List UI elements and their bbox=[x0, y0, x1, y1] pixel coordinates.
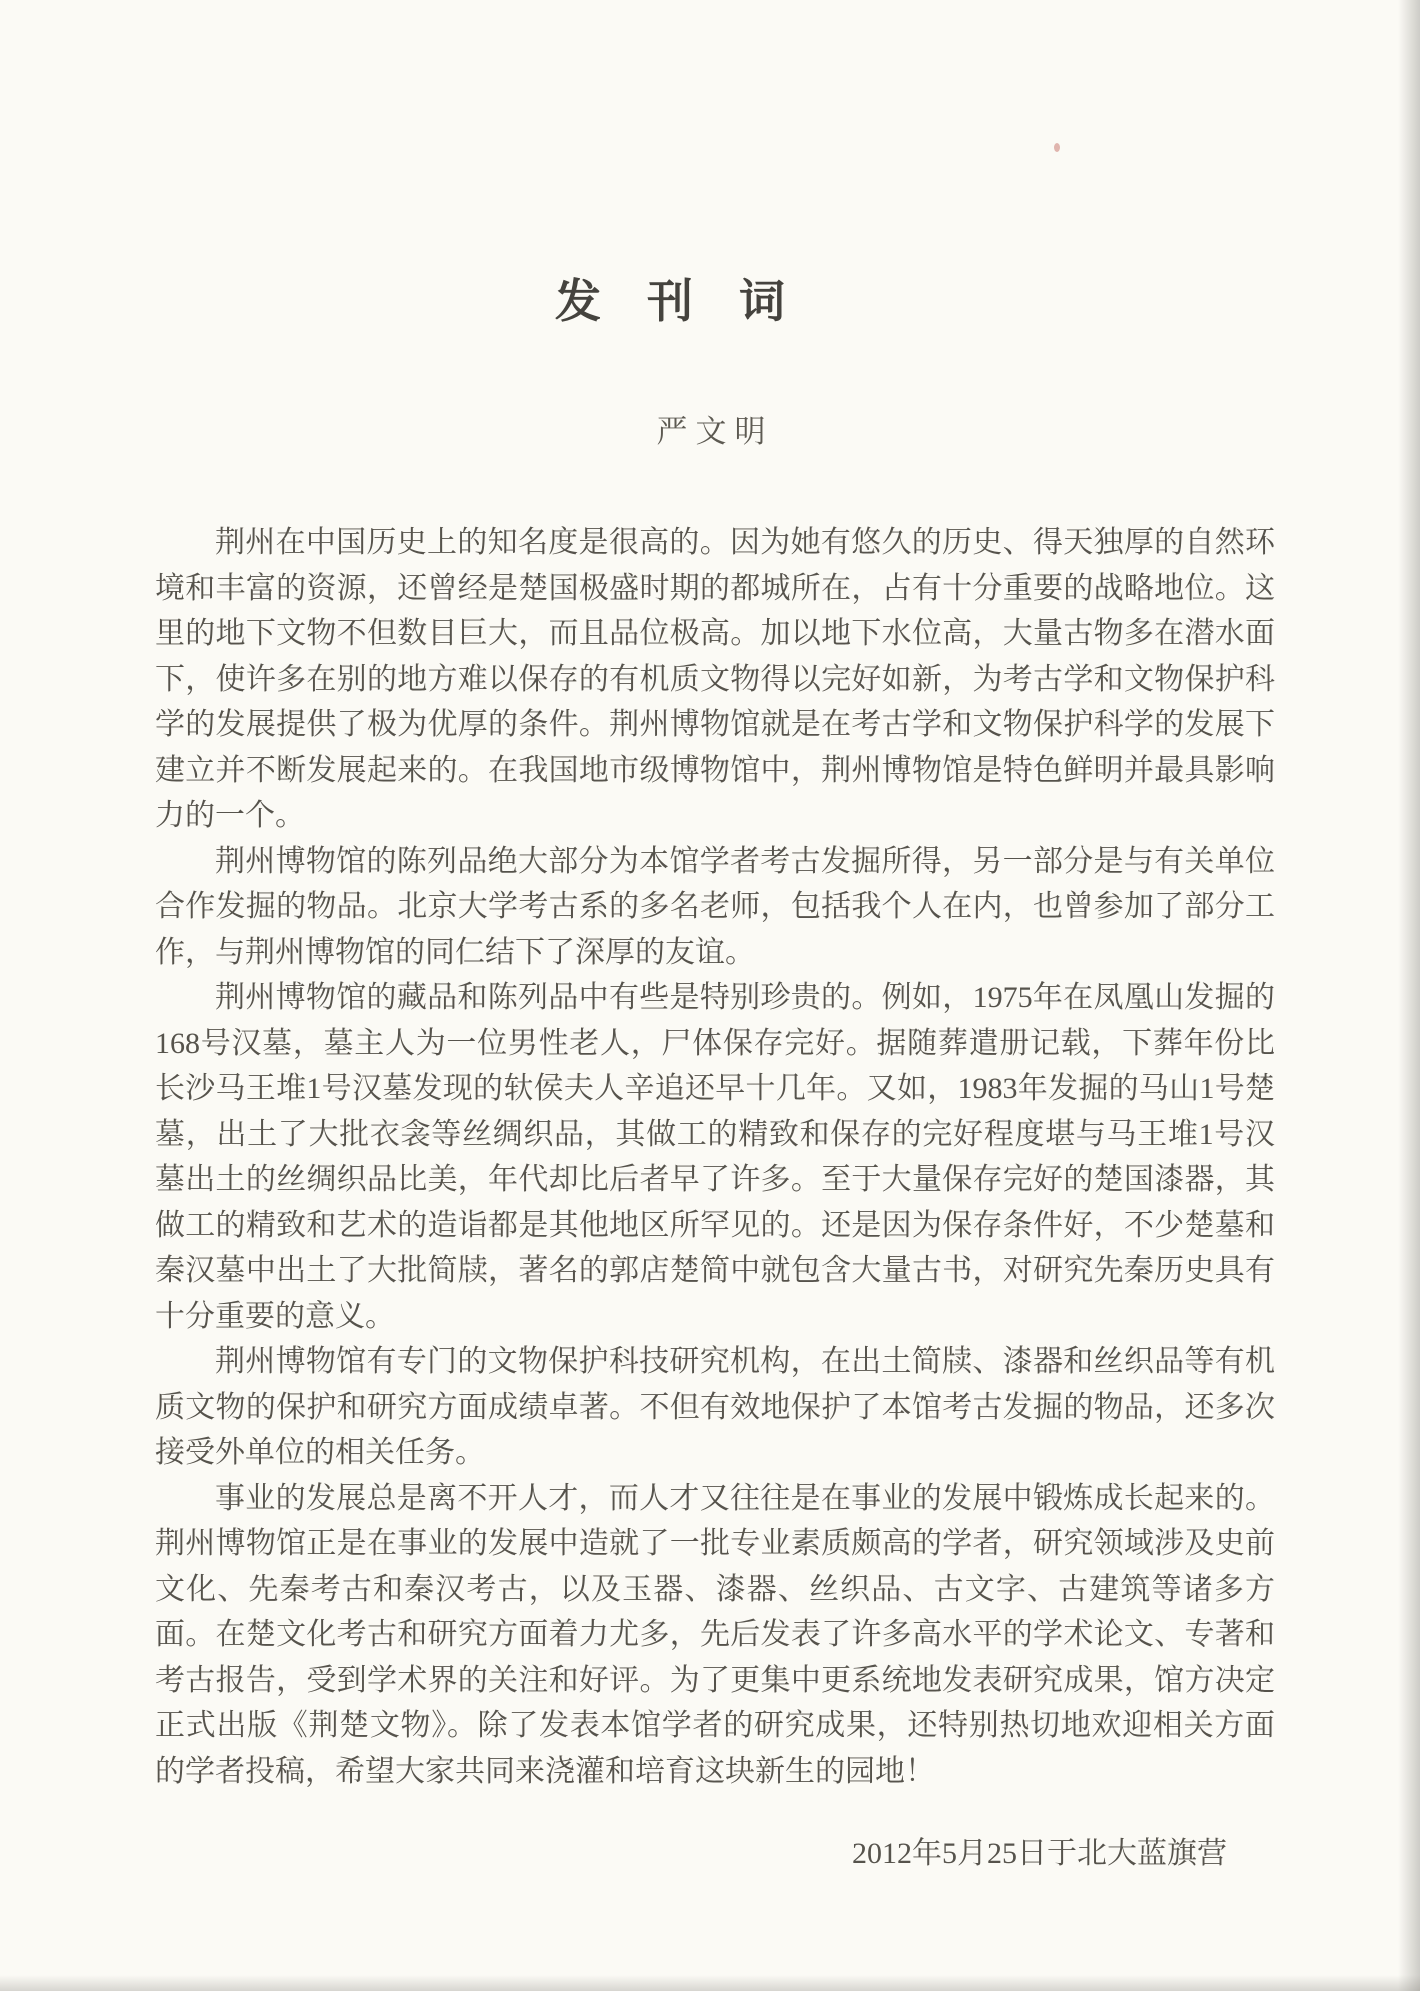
author-name: 严文明 bbox=[656, 414, 774, 449]
paragraph-5: 事业的发展总是离不开人才，而人才又往往是在事业的发展中锻炼成长起来的。荆州博物馆正是在事业的发展中造就了一批专业素质颇高的学者，研究领域涉及史前文化、先秦考古和秦汉考古，以及玉器、漆器、丝织品、古文字、古建筑等诸多方面。在楚文化考古和研究方面着力尤多，先后发表了许多高水平的学术论文、专著和考古报告，受到学术界的关注和好评。为了更集中更系统地发表研究成果，馆方决定正式出版《荆楚文物》。除了发表本馆学者的研究成果，还特别热切地欢迎相关方面的学者投稿，希望大家共同来浇灌和培育这块新生的园地！ bbox=[155, 1481, 1275, 1788]
scan-edge-shadow-right bbox=[1398, 0, 1420, 1991]
dateline: 2012年5月25日于北大蓝旗营 bbox=[852, 1837, 1227, 1870]
scan-edge-shadow-bottom bbox=[0, 1975, 1420, 1991]
page-title: 发 刊 词 bbox=[555, 276, 785, 327]
paragraph-3: 荆州博物馆的藏品和陈列品中有些是特别珍贵的。例如，1975年在凤凰山发掘的168号汉墓，墓主人为一位男性老人，尸体保存完好。据随葬遣册记载，下葬年份比长沙马王堆1号汉墓发现的轪侯夫人辛追还早十几年。又如，1983年发掘的马山1号楚墓，出土了大批衣衾等丝绸织品，其做工的精致和保存的完好程度堪与马王堆1号汉墓出土的丝绸织品比美，年代却比后者早了许多。至于大量保存完好的楚国漆器，其做工的精致和艺术的造诣都是其他地区所罕见的。还是因为保存条件好，不少楚墓和秦汉墓中出土了大批简牍，著名的郭店楚简中就包含大量古书，对研究先秦历史具有十分重要的意义。 bbox=[155, 981, 1275, 1333]
body-text bbox=[155, 520, 1275, 1794]
paragraph-2: 荆州博物馆的陈列品绝大部分为本馆学者考古发掘所得，另一部分是与有关单位合作发掘的物品。北京大学考古系的多名老师，包括我个人在内，也曾参加了部分工作，与荆州博物馆的同仁结下了深厚的友谊。 bbox=[155, 844, 1275, 969]
paragraph-4: 荆州博物馆有专门的文物保护科技研究机构，在出土简牍、漆器和丝织品等有机质文物的保护和研究方面成绩卓著。不但有效地保护了本馆考古发掘的物品，还多次接受外单位的相关任务。 bbox=[155, 1345, 1275, 1469]
paragraph-1: 荆州在中国历史上的知名度是很高的。因为她有悠久的历史、得天独厚的自然环境和丰富的资源，还曾经是楚国极盛时期的都城所在，占有十分重要的战略地位。这里的地下文物不但数目巨大，而且品位极高。加以地下水位高，大量古物多在潜水面下，使许多在别的地方难以保存的有机质文物得以完好如新，为考古学和文物保护科学的发展提供了极为优厚的条件。荆州博物馆就是在考古学和文物保护科学的发展下建立并不断发展起来的。在我国地市级博物馆中，荆州博物馆是特色鲜明并最具影响力的一个。 bbox=[155, 526, 1275, 832]
scan-speck bbox=[1054, 143, 1060, 152]
